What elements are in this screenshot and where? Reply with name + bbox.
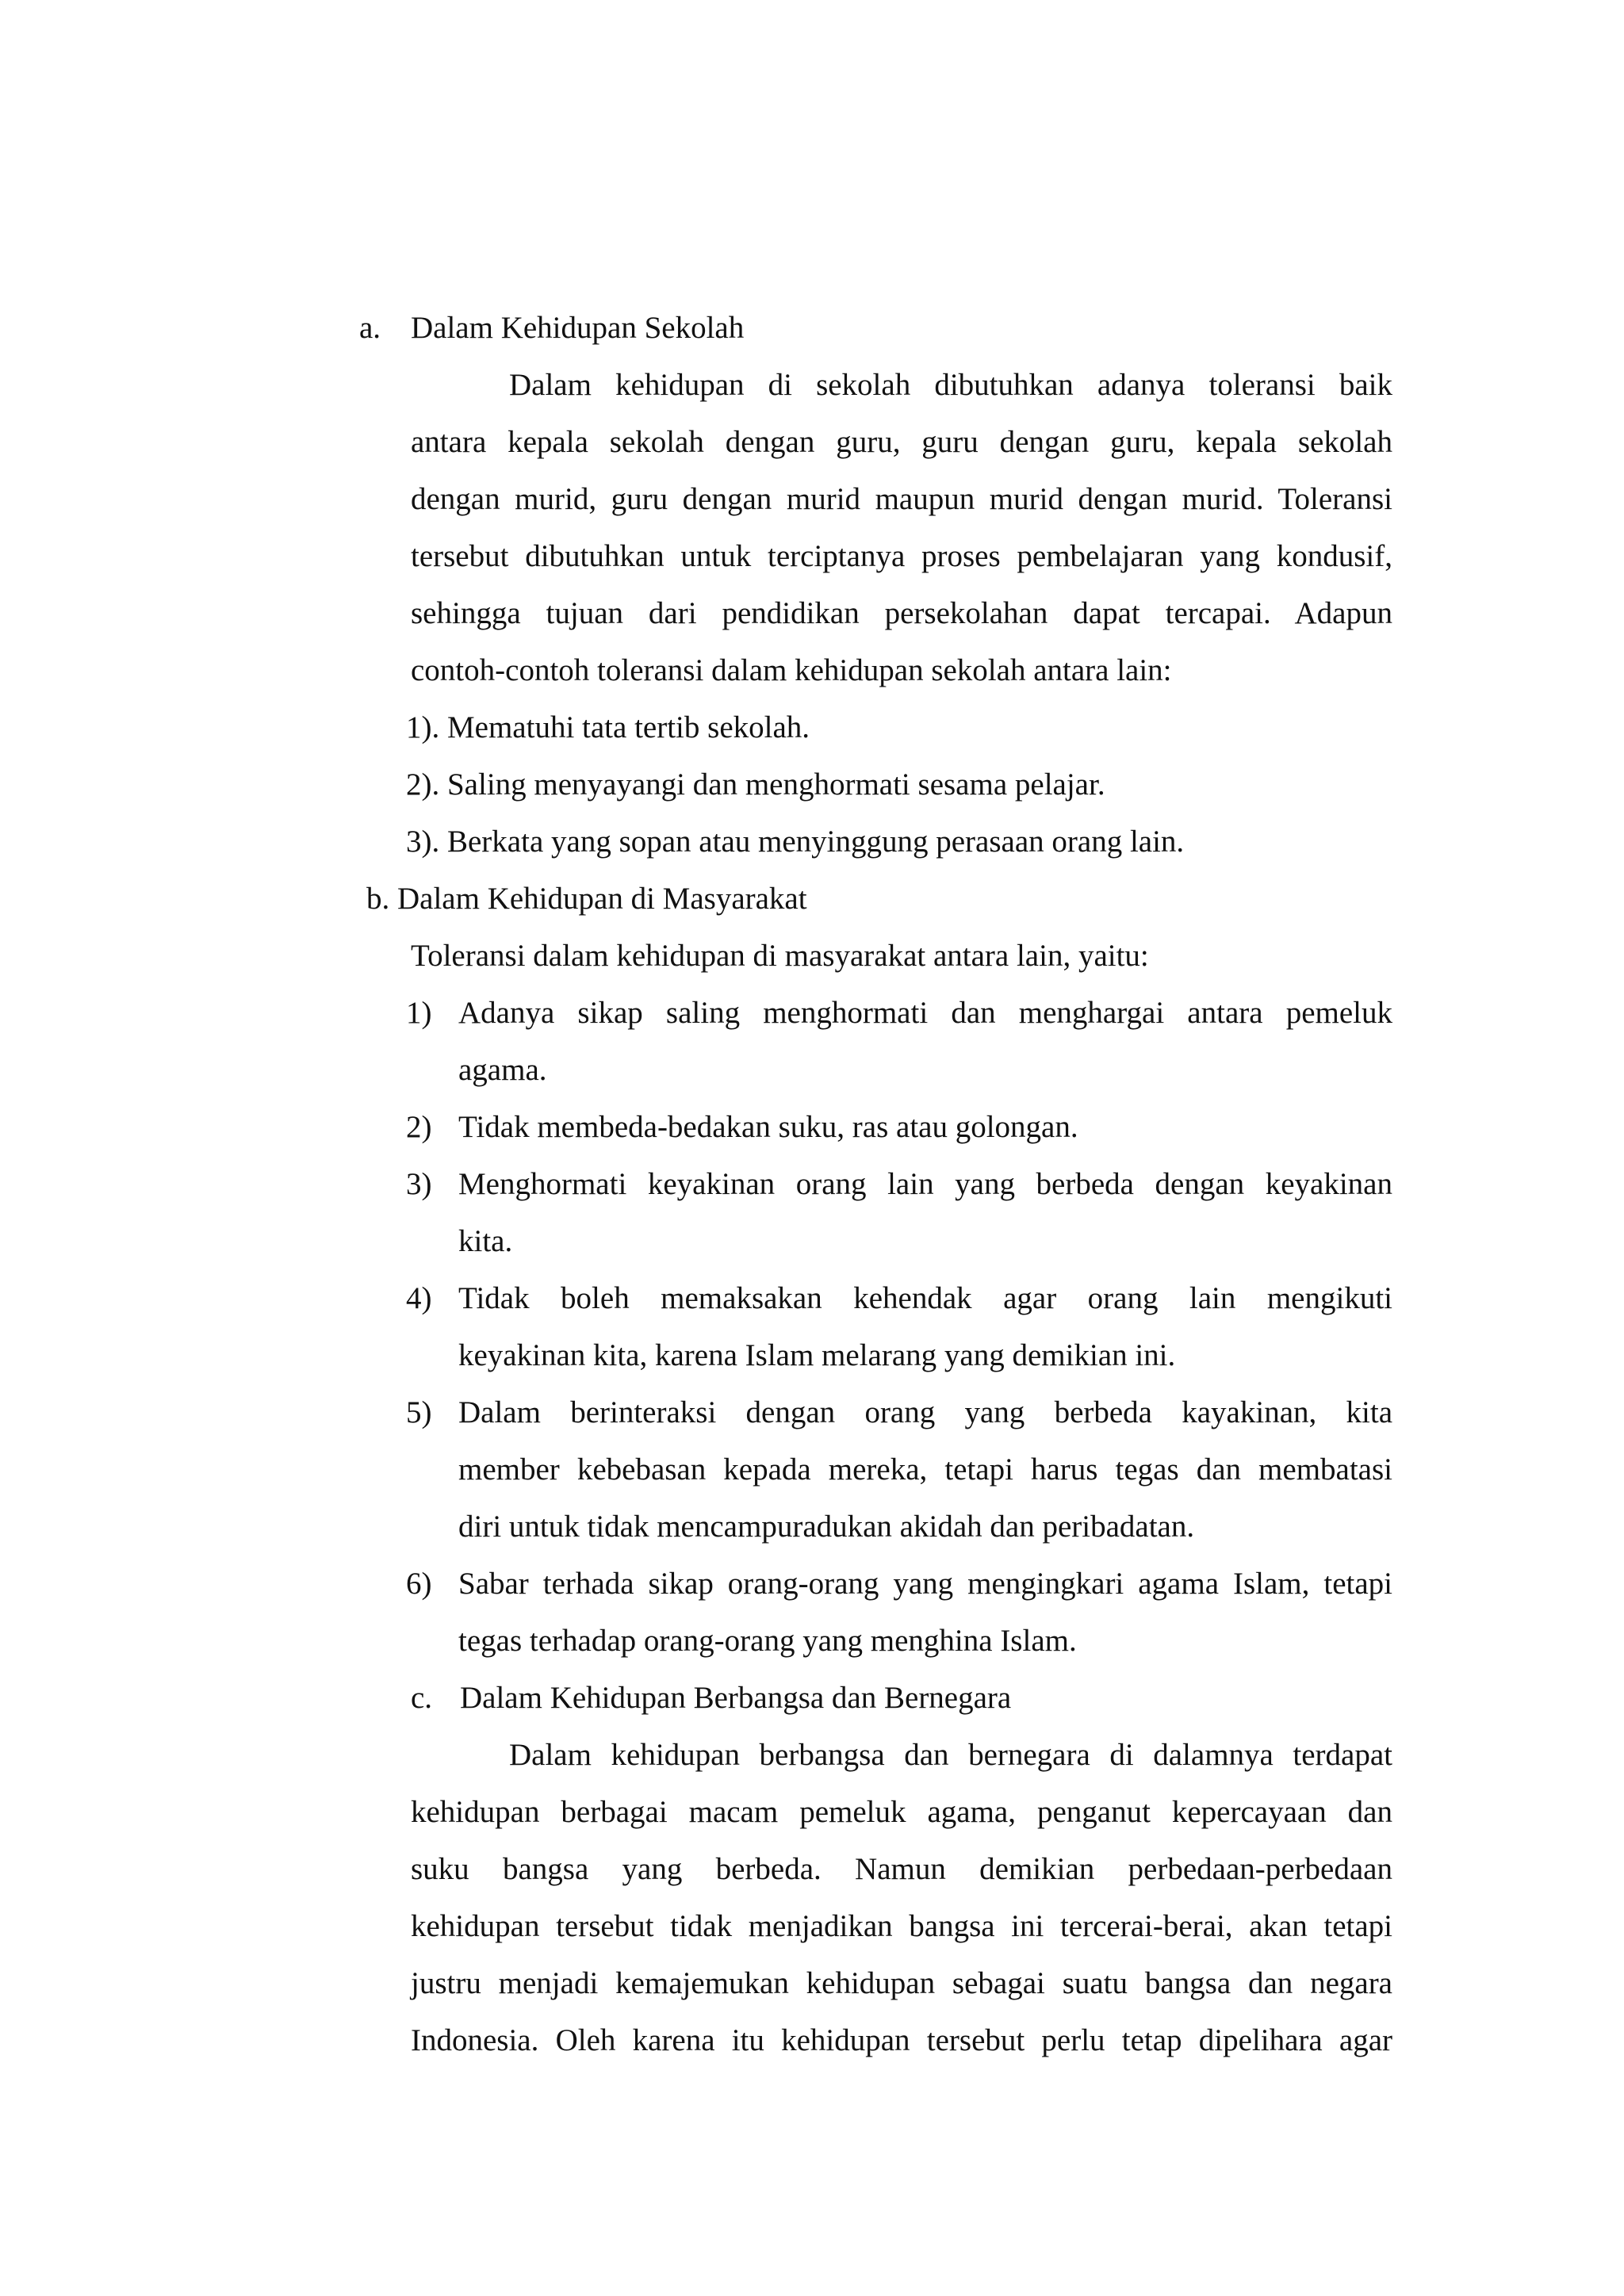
section-b-item-number: 4) <box>406 1281 432 1315</box>
section-a-marker: a. <box>359 311 381 345</box>
section-c-para-line: kehidupan tersebut tidak menjadikan bangsa ini tercerai-berai, akan tetapi <box>411 1909 1392 1943</box>
section-c-para-line: Dalam kehidupan berbangsa dan bernegara di dalamnya terdapat <box>509 1738 1392 1772</box>
section-b-item-line: tegas terhadap orang-orang yang menghina Islam. <box>458 1624 1077 1658</box>
section-b-item-line: Adanya sikap saling menghormati dan menghargai antara pemeluk <box>458 996 1392 1030</box>
section-a-list-item: 2). Saling menyayangi dan menghormati sesama pelajar. <box>406 767 1105 802</box>
section-a-para-line: antara kepala sekolah dengan guru, guru dengan guru, kepala sekolah <box>411 425 1392 459</box>
section-a-heading: Dalam Kehidupan Sekolah <box>411 311 745 345</box>
section-b-item-number: 1) <box>406 996 432 1030</box>
section-a-list-item: 1). Mematuhi tata tertib sekolah. <box>406 710 810 744</box>
section-b-item-line: member kebebasan kepada mereka, tetapi harus tegas dan membatasi <box>458 1452 1392 1487</box>
section-b-item-line: kita. <box>458 1224 513 1258</box>
section-b-intro: Toleransi dalam kehidupan di masyarakat antara lain, yaitu: <box>411 939 1149 973</box>
section-a-para-line: sehingga tujuan dari pendidikan persekolahan dapat tercapai. Adapun <box>411 596 1392 630</box>
section-c-heading: Dalam Kehidupan Berbangsa dan Bernegara <box>460 1681 1012 1715</box>
section-c-para-line: kehidupan berbagai macam pemeluk agama, penganut kepercayaan dan <box>411 1795 1392 1829</box>
section-b-item-line: Tidak membeda-bedakan suku, ras atau golongan. <box>458 1110 1078 1144</box>
section-b-item-number: 5) <box>406 1395 432 1429</box>
section-c-para-line: justru menjadi kemajemukan kehidupan sebagai suatu bangsa dan negara <box>411 1966 1392 2000</box>
section-c-para-line: Indonesia. Oleh karena itu kehidupan tersebut perlu tetap dipelihara agar <box>411 2023 1392 2057</box>
section-b-item-line: Menghormati keyakinan orang lain yang berbeda dengan keyakinan <box>458 1167 1392 1201</box>
section-b-item-line: Tidak boleh memaksakan kehendak agar orang lain mengikuti <box>458 1281 1392 1315</box>
section-b-item-line: agama. <box>458 1053 547 1087</box>
section-a-para-line: Dalam kehidupan di sekolah dibutuhkan adanya toleransi baik <box>509 368 1392 402</box>
section-b-heading: b. Dalam Kehidupan di Masyarakat <box>366 882 807 916</box>
section-b-item-line: Dalam berinteraksi dengan orang yang berbeda kayakinan, kita <box>458 1395 1392 1429</box>
section-c-para-line: suku bangsa yang berbeda. Namun demikian perbedaan-perbedaan <box>411 1852 1392 1886</box>
section-b-item-number: 6) <box>406 1567 432 1601</box>
section-b-item-number: 2) <box>406 1110 432 1144</box>
section-b-item-line: Sabar terhada sikap orang-orang yang mengingkari agama Islam, tetapi <box>458 1567 1392 1601</box>
section-b-item-line: keyakinan kita, karena Islam melarang yang demikian ini. <box>458 1338 1176 1372</box>
section-a-list-item: 3). Berkata yang sopan atau menyinggung perasaan orang lain. <box>406 825 1185 859</box>
section-a-para-line: contoh-contoh toleransi dalam kehidupan sekolah antara lain: <box>411 653 1172 687</box>
section-b-item-line: diri untuk tidak mencampuradukan akidah dan peribadatan. <box>458 1510 1195 1544</box>
section-a-para-line: tersebut dibutuhkan untuk terciptanya proses pembelajaran yang kondusif, <box>411 539 1392 573</box>
section-a-para-line: dengan murid, guru dengan murid maupun murid dengan murid. Toleransi <box>411 482 1392 516</box>
section-b-item-number: 3) <box>406 1167 432 1201</box>
section-c-marker: c. <box>411 1681 433 1715</box>
